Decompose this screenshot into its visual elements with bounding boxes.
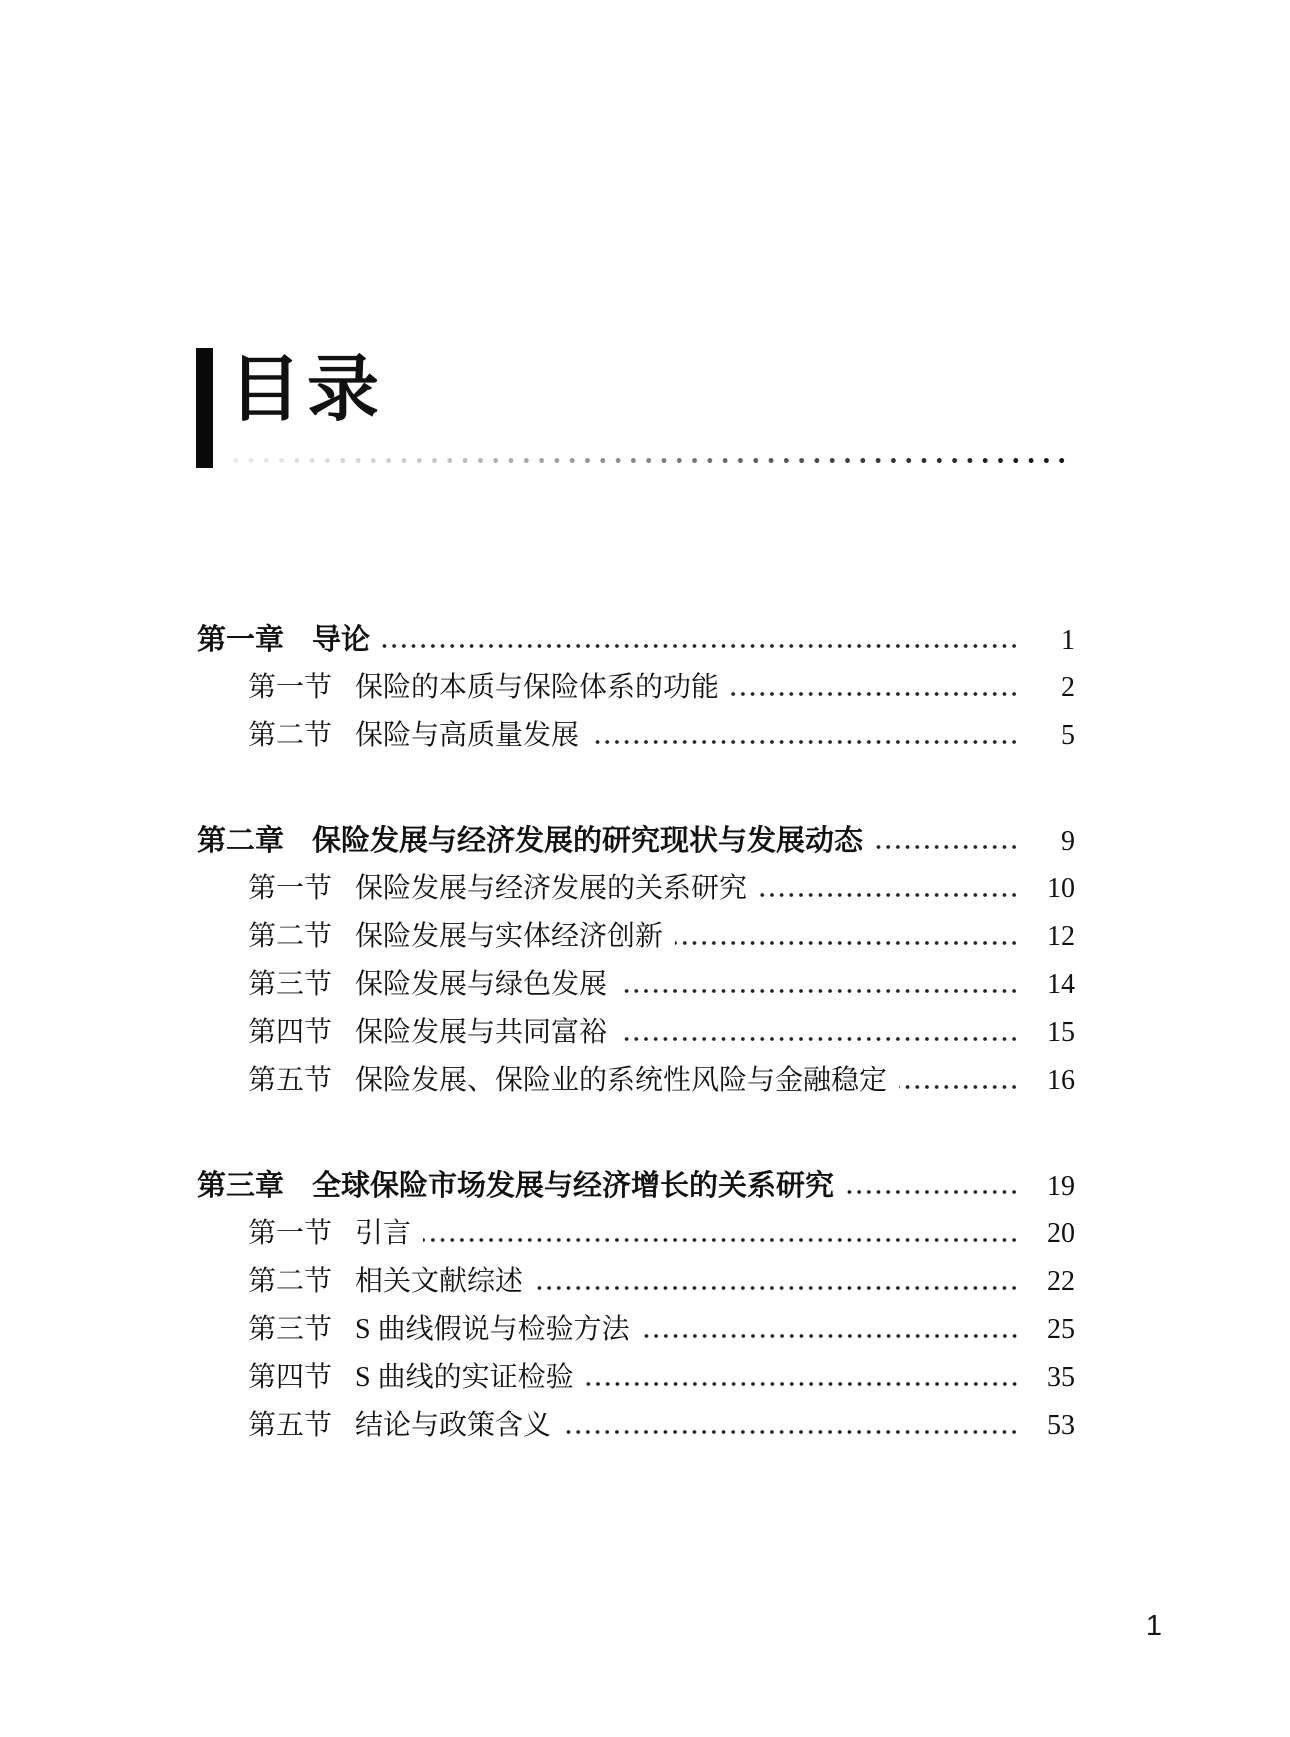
footer-page-number: 1 (1145, 1610, 1163, 1642)
entry-page-number: 35 (1047, 1362, 1075, 1393)
entry-page-number: 16 (1047, 1065, 1075, 1096)
entry-label: 第一章 (197, 624, 285, 656)
entry-label: 第二节 (248, 1266, 333, 1297)
dot-leader (899, 1084, 1019, 1090)
entry-title: S 曲线假说与检验方法 (355, 1314, 630, 1345)
entry-title: 保险发展、保险业的系统性风险与金融稳定 (355, 1065, 888, 1096)
toc-section-entry (197, 712, 1075, 760)
entry-page-number: 1 (1061, 625, 1075, 656)
dot-leader (759, 892, 1019, 898)
toc-section-entry (197, 865, 1075, 913)
dot-leader (423, 1237, 1019, 1243)
toc-section-entry (197, 1258, 1075, 1306)
entry-label: 第四节 (248, 1362, 333, 1393)
entry-label: 第三节 (248, 969, 333, 1000)
entry-title: 导论 (312, 624, 371, 656)
entry-title: 保险发展与实体经济创新 (355, 921, 664, 952)
entry-title: 结论与政策含义 (355, 1410, 552, 1441)
entry-label: 第一节 (248, 873, 333, 904)
entry-page-number: 53 (1047, 1410, 1075, 1441)
dot-leader (586, 1381, 1019, 1387)
page-title: 目录 (229, 350, 386, 430)
dot-leader (619, 1036, 1019, 1042)
toc-section-entry (197, 961, 1075, 1009)
entry-page-number: 22 (1047, 1266, 1075, 1297)
title-dotted-rule (228, 456, 1066, 465)
entry-page-number: 5 (1061, 720, 1075, 751)
entry-page-number: 15 (1047, 1017, 1075, 1048)
toc-header (196, 348, 385, 468)
toc-chapter-entry (197, 817, 1075, 865)
entry-label: 第三章 (197, 1170, 285, 1202)
dot-leader (591, 739, 1019, 745)
entry-title: 保险发展与经济发展的关系研究 (355, 873, 748, 904)
entry-label: 第五节 (248, 1410, 333, 1441)
entry-page-number: 12 (1047, 921, 1075, 952)
dot-leader (535, 1285, 1019, 1291)
entry-page-number: 10 (1047, 873, 1075, 904)
entry-title: 保险发展与共同富裕 (355, 1017, 608, 1048)
entry-label: 第一节 (248, 1218, 333, 1249)
entry-label: 第三节 (248, 1314, 333, 1345)
dot-leader (619, 988, 1019, 994)
dot-leader (642, 1333, 1019, 1339)
dot-leader (675, 940, 1019, 946)
entry-label: 第二章 (197, 825, 285, 857)
toc-section-entry (197, 1402, 1075, 1450)
dot-leader (731, 691, 1019, 697)
entry-label: 第二节 (248, 720, 333, 751)
entry-label: 第五节 (248, 1065, 333, 1096)
table-of-contents (197, 616, 1075, 1450)
dot-leader (875, 844, 1019, 850)
entry-title: 保险的本质与保险体系的功能 (355, 672, 720, 703)
entry-page-number: 19 (1047, 1171, 1075, 1202)
toc-section-entry (197, 913, 1075, 961)
entry-title: 全球保险市场发展与经济增长的关系研究 (312, 1170, 835, 1202)
toc-section-entry (197, 664, 1075, 712)
entry-page-number: 9 (1061, 826, 1075, 857)
entry-title: S 曲线的实证检验 (355, 1362, 574, 1393)
entry-title: 保险发展与经济发展的研究现状与发展动态 (312, 825, 864, 857)
toc-section-entry (197, 1009, 1075, 1057)
entry-label: 第一节 (248, 672, 333, 703)
toc-section-entry (197, 1354, 1075, 1402)
entry-page-number: 2 (1061, 672, 1075, 703)
entry-page-number: 14 (1047, 969, 1075, 1000)
toc-chapter-entry (197, 1162, 1075, 1210)
title-accent-bar (196, 348, 213, 468)
dot-leader (846, 1189, 1019, 1195)
entry-page-number: 25 (1047, 1314, 1075, 1345)
entry-title: 相关文献综述 (355, 1266, 524, 1297)
entry-title: 保险发展与绿色发展 (355, 969, 608, 1000)
toc-section-entry (197, 1210, 1075, 1258)
entry-label: 第二节 (248, 921, 333, 952)
entry-title: 保险与高质量发展 (355, 720, 580, 751)
entry-label: 第四节 (248, 1017, 333, 1048)
toc-chapter-entry (197, 616, 1075, 664)
entry-title: 引言 (355, 1218, 412, 1249)
dot-leader (563, 1429, 1019, 1435)
toc-section-entry (197, 1057, 1075, 1105)
entry-page-number: 20 (1047, 1218, 1075, 1249)
toc-section-entry (197, 1306, 1075, 1354)
dot-leader (382, 643, 1019, 649)
